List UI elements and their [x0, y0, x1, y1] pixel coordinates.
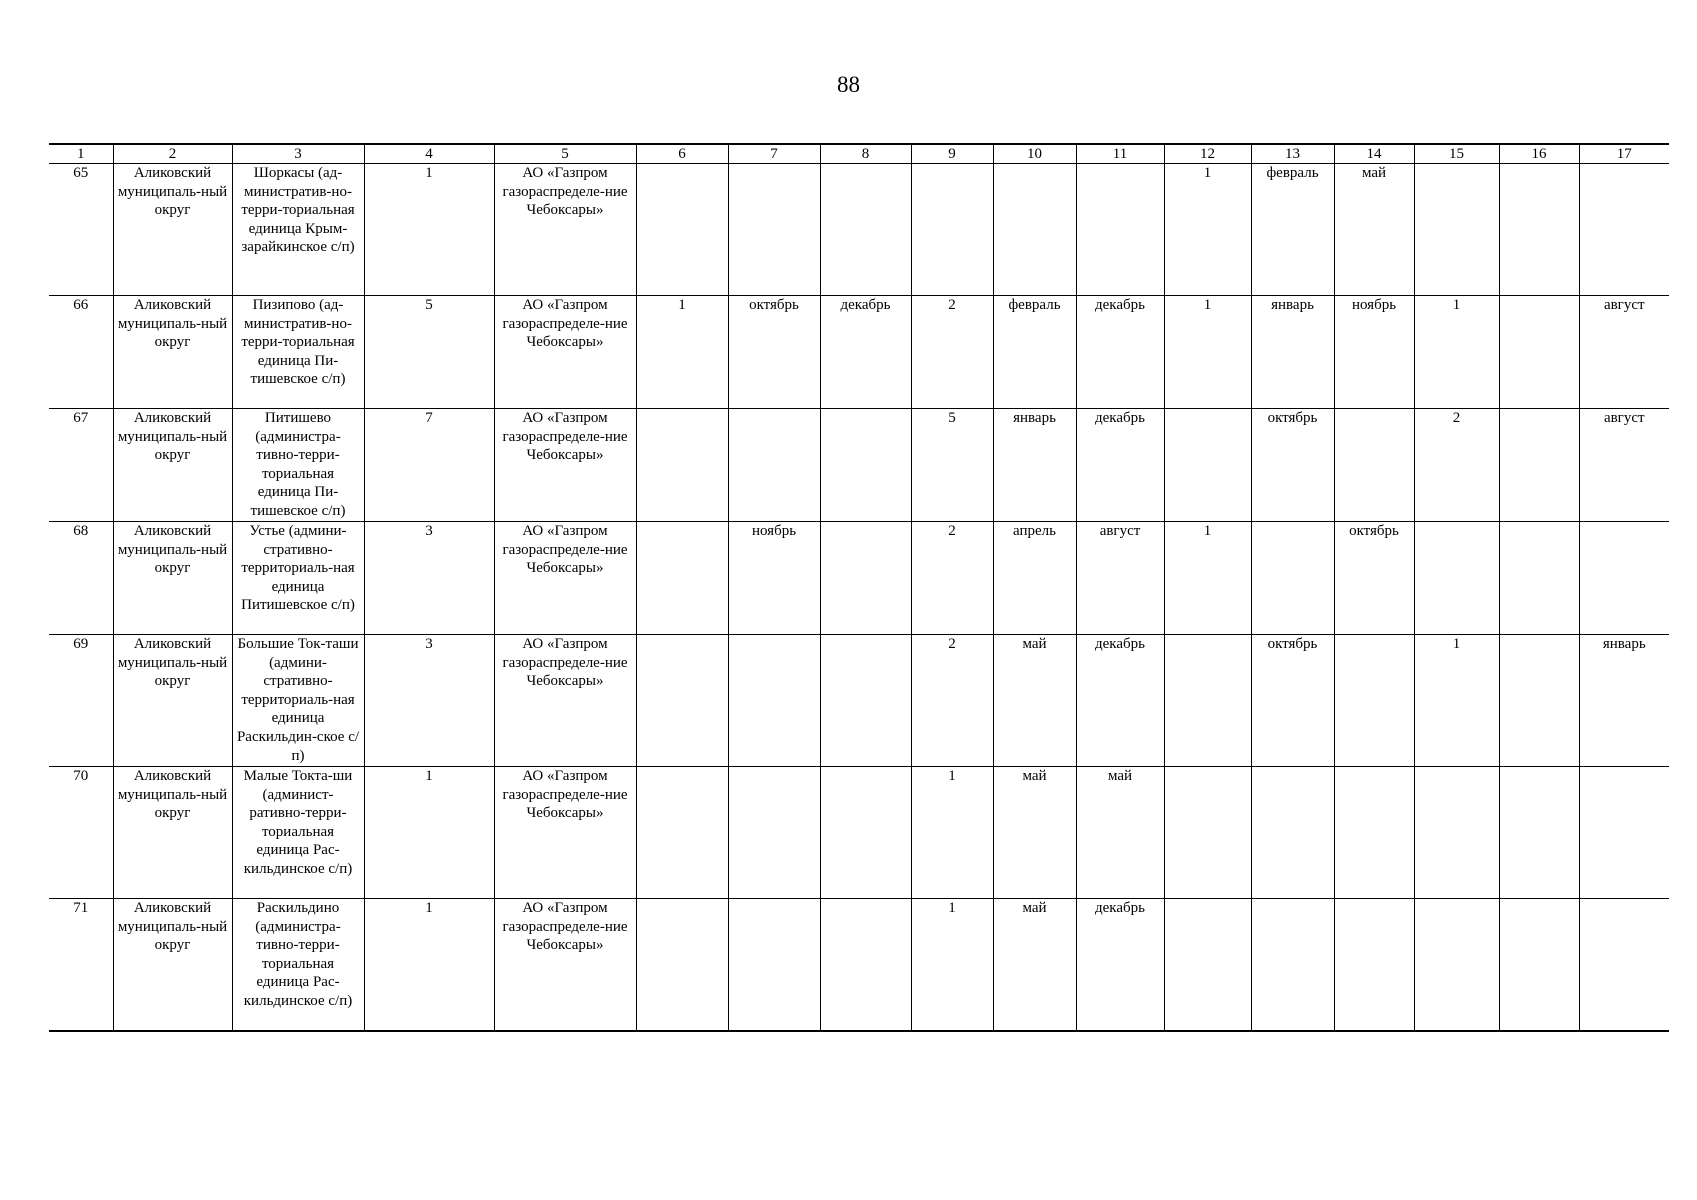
- column-number-header: 10: [993, 144, 1076, 164]
- table-cell: [728, 409, 820, 522]
- table-cell: [728, 899, 820, 1032]
- column-number-header: 6: [636, 144, 728, 164]
- column-number-header: 3: [232, 144, 364, 164]
- table-cell: [820, 899, 911, 1032]
- table-row: [49, 767, 1669, 899]
- table-cell: [1414, 164, 1499, 296]
- table-cell: Аликовский муниципаль-ный округ: [113, 635, 232, 767]
- table-cell: [636, 522, 728, 635]
- table-cell: 1: [364, 767, 494, 899]
- table-cell: апрель: [993, 522, 1076, 635]
- table-cell: [1499, 164, 1579, 296]
- table-cell: 2: [911, 522, 993, 635]
- table-cell: декабрь: [1076, 296, 1164, 409]
- table-cell: [1499, 522, 1579, 635]
- table-cell: [636, 164, 728, 296]
- table-cell: август: [1579, 296, 1669, 409]
- table-cell: Питишево (администра-тивно-терри-ториальная единица Пи-тишевское с/п): [232, 409, 364, 522]
- table-cell: октябрь: [1334, 522, 1414, 635]
- table-cell: [993, 164, 1076, 296]
- column-number-header: 1: [49, 144, 113, 164]
- table-cell: февраль: [1251, 164, 1334, 296]
- column-number-header: 12: [1164, 144, 1251, 164]
- column-number-header: 11: [1076, 144, 1164, 164]
- table-cell: [1499, 635, 1579, 767]
- table-cell: Аликовский муниципаль-ный округ: [113, 409, 232, 522]
- table-cell: [1164, 635, 1251, 767]
- table-cell: [1579, 899, 1669, 1032]
- table-cell: 68: [49, 522, 113, 635]
- table-cell: 1: [636, 296, 728, 409]
- table-cell: январь: [1579, 635, 1669, 767]
- table-cell: 69: [49, 635, 113, 767]
- table-cell: Аликовский муниципаль-ный округ: [113, 899, 232, 1032]
- table-cell: Шоркасы (ад-министратив-но-терри-ториальная единица Крым-зарайкинское с/п): [232, 164, 364, 296]
- table-cell: май: [993, 899, 1076, 1032]
- table-cell: АО «Газпром газораспределе-ние Чебоксары»: [494, 296, 636, 409]
- table-cell: [1499, 409, 1579, 522]
- table-row: [49, 635, 1669, 767]
- table-cell: [1499, 296, 1579, 409]
- table-cell: 67: [49, 409, 113, 522]
- table-cell: [1334, 409, 1414, 522]
- table-cell: 1: [911, 767, 993, 899]
- table-cell: 1: [364, 164, 494, 296]
- table-cell: 65: [49, 164, 113, 296]
- column-number-header: 5: [494, 144, 636, 164]
- table-cell: май: [993, 635, 1076, 767]
- table-cell: [1076, 164, 1164, 296]
- column-number-header: 15: [1414, 144, 1499, 164]
- table-cell: 3: [364, 635, 494, 767]
- table-row: [49, 164, 1669, 296]
- schedule-table: [49, 143, 1669, 1032]
- table-cell: ноябрь: [728, 522, 820, 635]
- table-cell: [1579, 164, 1669, 296]
- table-cell: Устье (админи-стративно-территориаль-ная единица Питишевское с/п): [232, 522, 364, 635]
- table-cell: 7: [364, 409, 494, 522]
- table-cell: 5: [911, 409, 993, 522]
- table-cell: [636, 409, 728, 522]
- table-cell: май: [1076, 767, 1164, 899]
- table-cell: 1: [364, 899, 494, 1032]
- column-number-header: 16: [1499, 144, 1579, 164]
- table-cell: 1: [911, 899, 993, 1032]
- table-cell: декабрь: [1076, 409, 1164, 522]
- table-cell: 2: [911, 296, 993, 409]
- table-cell: август: [1579, 409, 1669, 522]
- table-cell: [820, 767, 911, 899]
- table-cell: 5: [364, 296, 494, 409]
- table-cell: Аликовский муниципаль-ный округ: [113, 164, 232, 296]
- column-number-header: 13: [1251, 144, 1334, 164]
- column-number-header: 9: [911, 144, 993, 164]
- table-cell: Малые Токта-ши (админист-ративно-терри-ториальная единица Рас-кильдинское с/п): [232, 767, 364, 899]
- table-cell: ноябрь: [1334, 296, 1414, 409]
- table-cell: [1499, 899, 1579, 1032]
- table-cell: 1: [1164, 522, 1251, 635]
- table-cell: [911, 164, 993, 296]
- table-cell: [1414, 522, 1499, 635]
- table-cell: [1414, 767, 1499, 899]
- table-cell: Большие Ток-таши (админи-стративно-территориаль-ная единица Раскильдин-ское с/п): [232, 635, 364, 767]
- table-cell: Раскильдино (администра-тивно-терри-ториальная единица Рас-кильдинское с/п): [232, 899, 364, 1032]
- table-cell: октябрь: [1251, 635, 1334, 767]
- table-cell: Аликовский муниципаль-ный округ: [113, 296, 232, 409]
- table-row: [49, 409, 1669, 522]
- column-number-header: 4: [364, 144, 494, 164]
- table-cell: февраль: [993, 296, 1076, 409]
- table-cell: Аликовский муниципаль-ный округ: [113, 522, 232, 635]
- table-cell: АО «Газпром газораспределе-ние Чебоксары»: [494, 899, 636, 1032]
- column-number-header: 7: [728, 144, 820, 164]
- table-cell: январь: [993, 409, 1076, 522]
- table-cell: АО «Газпром газораспределе-ние Чебоксары»: [494, 164, 636, 296]
- table-cell: [636, 635, 728, 767]
- table-cell: [1579, 767, 1669, 899]
- table-cell: 1: [1414, 635, 1499, 767]
- page-number: 88: [837, 72, 860, 97]
- table-cell: [1579, 522, 1669, 635]
- table-cell: [728, 164, 820, 296]
- column-number-header: 14: [1334, 144, 1414, 164]
- table-cell: [820, 164, 911, 296]
- table-cell: [636, 899, 728, 1032]
- table-cell: 70: [49, 767, 113, 899]
- table-cell: октябрь: [1251, 409, 1334, 522]
- table-row: [49, 899, 1669, 1032]
- table-cell: декабрь: [1076, 899, 1164, 1032]
- table-cell: [1334, 767, 1414, 899]
- table-cell: [728, 767, 820, 899]
- column-number-header: 17: [1579, 144, 1669, 164]
- table-cell: октябрь: [728, 296, 820, 409]
- table-cell: [1164, 899, 1251, 1032]
- table-cell: 1: [1414, 296, 1499, 409]
- table-cell: АО «Газпром газораспределе-ние Чебоксары»: [494, 409, 636, 522]
- table-cell: [1251, 522, 1334, 635]
- table-row: [49, 522, 1669, 635]
- table-cell: май: [993, 767, 1076, 899]
- table-cell: [728, 635, 820, 767]
- table-row: [49, 296, 1669, 409]
- table-cell: [1251, 767, 1334, 899]
- column-number-header: 8: [820, 144, 911, 164]
- table-cell: АО «Газпром газораспределе-ние Чебоксары»: [494, 522, 636, 635]
- table-cell: [820, 409, 911, 522]
- table-cell: [820, 635, 911, 767]
- table-cell: [1414, 899, 1499, 1032]
- table-cell: [1334, 635, 1414, 767]
- table-cell: декабрь: [820, 296, 911, 409]
- table-cell: Пизипово (ад-министратив-но-терри-ториальная единица Пи-тишевское с/п): [232, 296, 364, 409]
- table-cell: [1499, 767, 1579, 899]
- table-cell: [1251, 899, 1334, 1032]
- table-cell: АО «Газпром газораспределе-ние Чебоксары»: [494, 767, 636, 899]
- table-cell: [1164, 767, 1251, 899]
- table-cell: 66: [49, 296, 113, 409]
- table-cell: 3: [364, 522, 494, 635]
- table-cell: [820, 522, 911, 635]
- table-cell: [636, 767, 728, 899]
- table-cell: [1164, 409, 1251, 522]
- table-cell: [1334, 899, 1414, 1032]
- table-cell: январь: [1251, 296, 1334, 409]
- table-cell: Аликовский муниципаль-ный округ: [113, 767, 232, 899]
- table-cell: АО «Газпром газораспределе-ние Чебоксары»: [494, 635, 636, 767]
- table-cell: 71: [49, 899, 113, 1032]
- table-cell: 2: [911, 635, 993, 767]
- table-cell: 1: [1164, 296, 1251, 409]
- column-number-row: [49, 144, 1669, 164]
- table-cell: декабрь: [1076, 635, 1164, 767]
- column-number-header: 2: [113, 144, 232, 164]
- table-cell: 2: [1414, 409, 1499, 522]
- table-cell: май: [1334, 164, 1414, 296]
- table-cell: 1: [1164, 164, 1251, 296]
- table-cell: август: [1076, 522, 1164, 635]
